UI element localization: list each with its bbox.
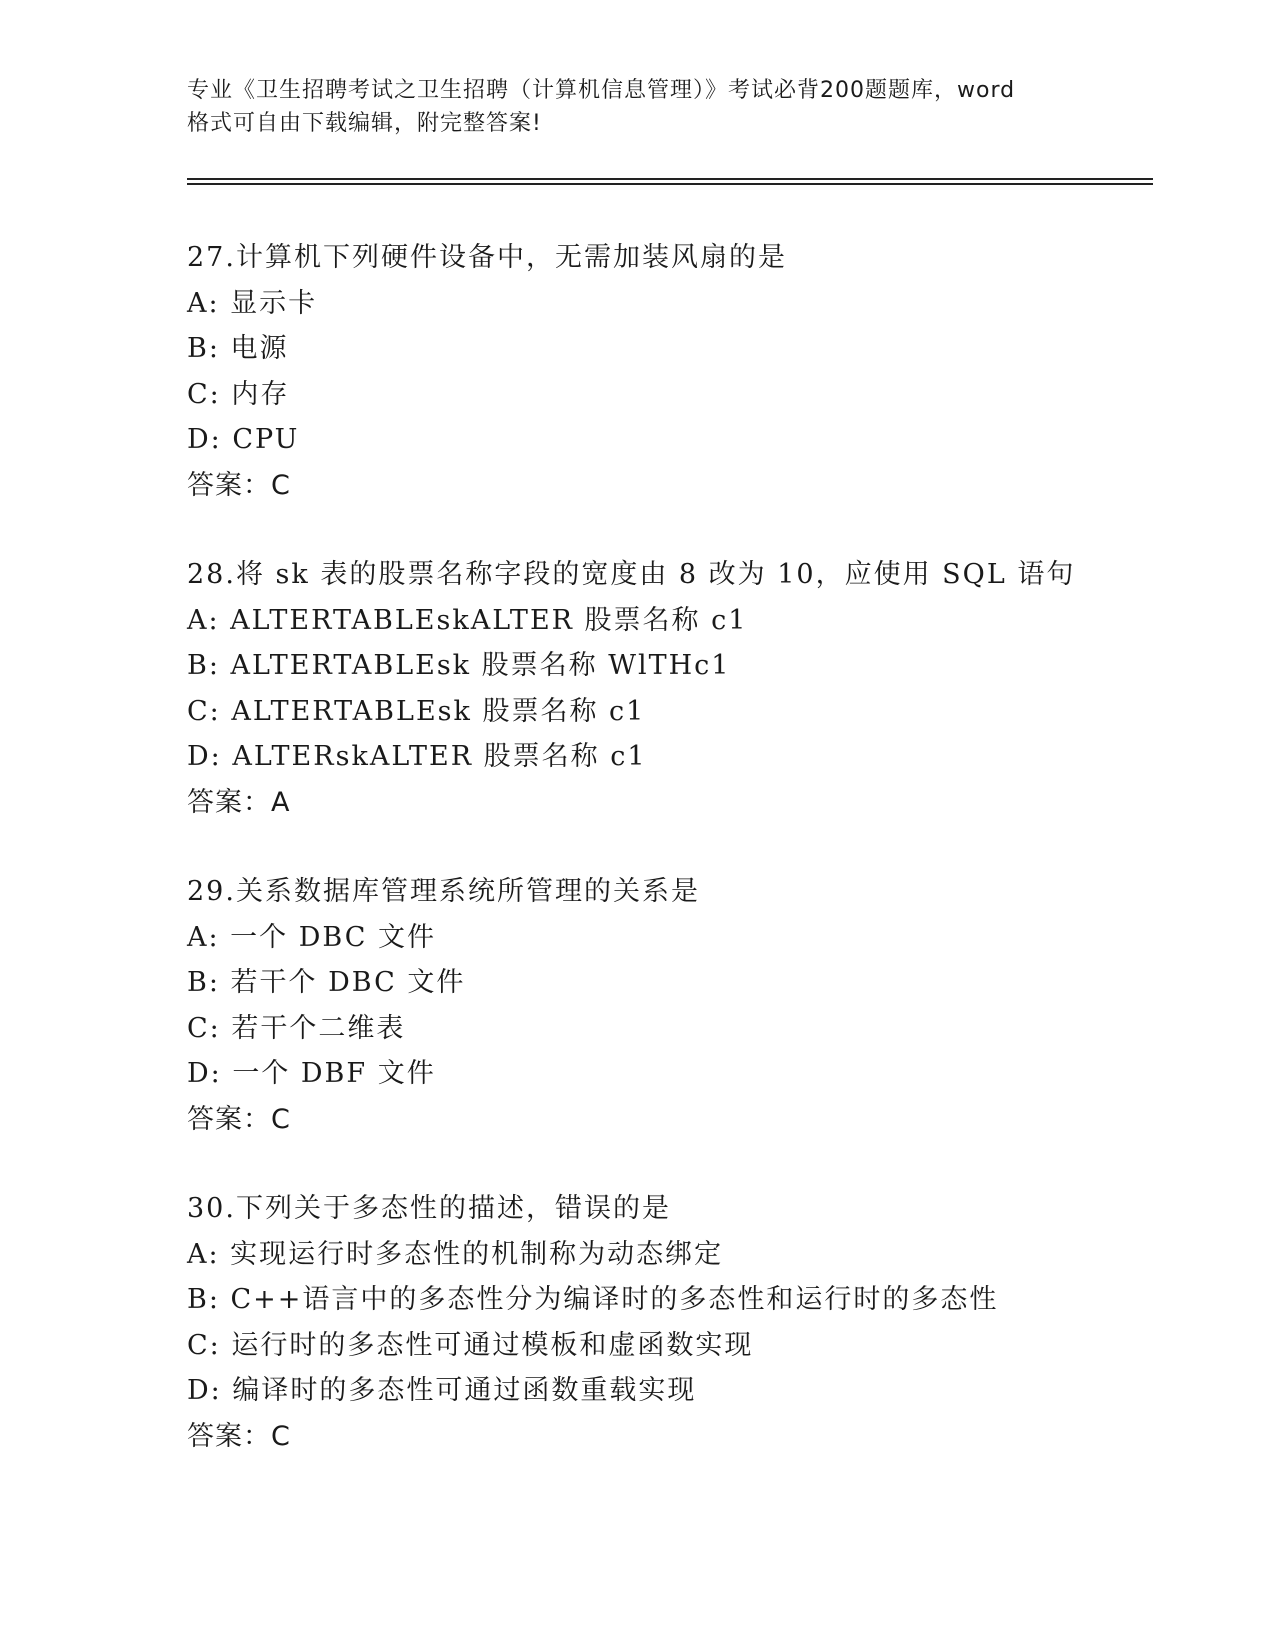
option-c: C: 若干个二维表 (187, 1012, 406, 1044)
option-c: C: 内存 (187, 378, 290, 410)
option-a: A: ALTERTABLEskALTER 股票名称 c1 (187, 604, 748, 636)
option-d: D: ALTERskALTER 股票名称 c1 (187, 741, 647, 772)
answer-key: 答案：C (187, 1420, 291, 1452)
option-a: A: 一个 DBC 文件 (187, 921, 436, 953)
question-stem: 28.将 sk 表的股票名称字段的宽度由 8 改为 10，应使用 SQL 语句 (187, 559, 1076, 590)
option-b: B: 若干个 DBC 文件 (187, 967, 466, 998)
question-27 (187, 235, 1187, 508)
answer-key: 答案：A (187, 786, 291, 818)
option-d: D: 一个 DBF 文件 (187, 1058, 436, 1089)
option-d: D: CPU (187, 424, 300, 455)
question-30 (187, 1186, 1187, 1459)
document-header (187, 74, 1107, 140)
question-stem: 30.下列关于多态性的描述，错误的是 (187, 1193, 671, 1224)
option-b: B: C++语言中的多态性分为编译时的多态性和运行时的多态性 (187, 1284, 999, 1315)
question-stem: 27.计算机下列硬件设备中，无需加装风扇的是 (187, 242, 787, 273)
question-29 (187, 869, 1187, 1142)
question-list (187, 235, 1187, 1503)
header-line-2: 格式可自由下载编辑，附完整答案! (187, 111, 542, 136)
option-d: D: 编译时的多态性可通过函数重载实现 (187, 1375, 697, 1406)
answer-key: 答案：C (187, 1103, 291, 1135)
option-b: B: ALTERTABLEsk 股票名称 WlTHc1 (187, 650, 731, 681)
header-divider-top (187, 178, 1153, 180)
question-28 (187, 552, 1187, 825)
option-a: A: 显示卡 (187, 287, 318, 319)
question-stem: 29.关系数据库管理系统所管理的关系是 (187, 876, 700, 907)
option-c: C: 运行时的多态性可通过模板和虚函数实现 (187, 1329, 754, 1361)
option-c: C: ALTERTABLEsk 股票名称 c1 (187, 695, 646, 727)
option-a: A: 实现运行时多态性的机制称为动态绑定 (187, 1238, 724, 1270)
option-b: B: 电源 (187, 333, 289, 364)
header-divider-bottom (187, 183, 1153, 185)
answer-key: 答案：C (187, 469, 291, 501)
header-line-1: 专业《卫生招聘考试之卫生招聘（计算机信息管理）》考试必背200题题库，word (187, 78, 1016, 103)
